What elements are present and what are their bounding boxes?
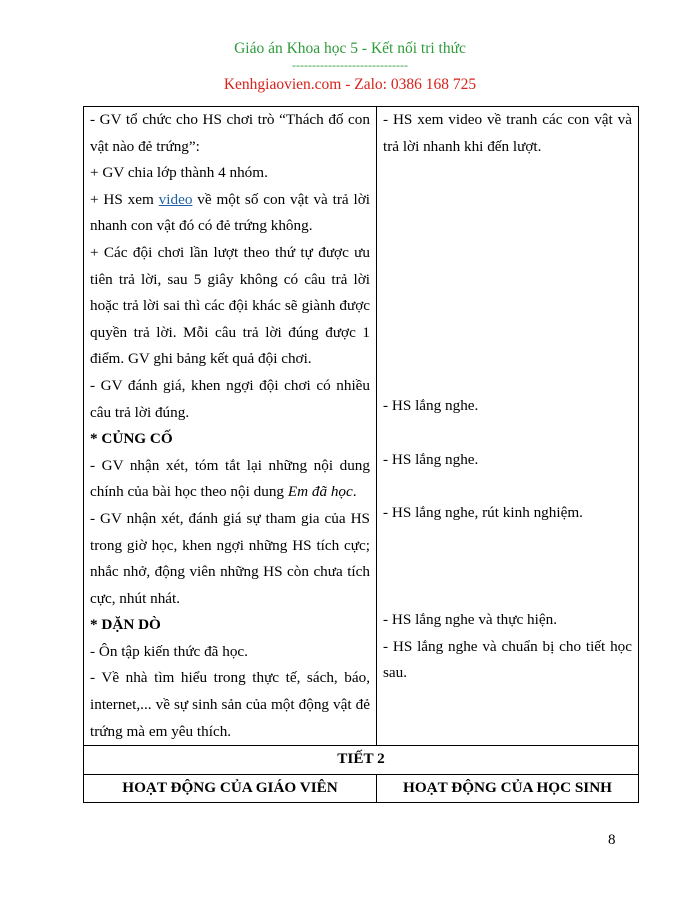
- lesson-activity-table: [83, 106, 639, 803]
- video-link[interactable]: video: [158, 190, 193, 208]
- student-response-3: - HS lắng nghe.: [383, 450, 479, 468]
- student-response-4: - HS lắng nghe, rút kinh nghiệm.: [383, 504, 583, 522]
- teacher-game-rules: + Các đội chơi lần lượt theo thứ tự được ưu tiên trả lời, sau 5 giây không có câu trả lời hoặc trả lời sai thì các đội khác sẽ giành được quyền trả lời. Mỗi câu trả lời đúng được 1 điểm. GV ghi bảng kết quả đội chơi.: [90, 243, 370, 368]
- teacher-review-task: - Ôn tập kiến thức đã học.: [90, 642, 248, 660]
- heading-cung-co: * CỦNG CỐ: [90, 430, 173, 448]
- teacher-video-instruction: + HS xem video về một số con vật và trả lời nhanh con vật đó có đẻ trứng không.: [90, 190, 370, 235]
- teacher-feedback: - GV nhận xét, đánh giá sự tham gia của HS trong giờ học, khen ngợi những HS tích cực; nhắc nhở, động viên những HS còn chưa tích cực, nhút nhát.: [90, 509, 370, 607]
- teacher-summary: - GV nhận xét, tóm tắt lại những nội dung chính của bài học theo nội dung Em đã học.: [90, 456, 370, 501]
- col-header-teacher: HOẠT ĐỘNG CỦA GIÁO VIÊN: [84, 775, 377, 803]
- heading-dan-do: * DẶN DÒ: [90, 616, 161, 634]
- section-title-tiet-2: TIẾT 2: [84, 746, 639, 775]
- column-header-row: [84, 775, 639, 803]
- student-response-6: - HS lắng nghe và chuẩn bị cho tiết học sau.: [383, 637, 632, 682]
- teacher-homework: - Về nhà tìm hiểu trong thực tế, sách, báo, internet,... về sự sinh sản của một động vật đẻ trứng mà em yêu thích.: [90, 669, 370, 740]
- section-row: [84, 746, 639, 775]
- activity-row: [84, 107, 639, 746]
- student-response-2: - HS lắng nghe.: [383, 397, 479, 415]
- page-number: 8: [608, 832, 616, 848]
- col-header-student: HOẠT ĐỘNG CỦA HỌC SINH: [377, 775, 639, 803]
- header-website: Kenhgiaovien.com - Zalo: 0386 168 725: [223, 76, 477, 93]
- student-response-1: - HS xem video về tranh các con vật và trả lời nhanh khi đến lượt.: [383, 111, 632, 155]
- header-divider: -----------------------------: [292, 58, 408, 72]
- teacher-group-split: + GV chia lớp thành 4 nhóm.: [90, 164, 268, 182]
- student-response-5: - HS lắng nghe và thực hiện.: [383, 610, 557, 628]
- teacher-game-intro: - GV tổ chức cho HS chơi trò “Thách đố con vật nào đẻ trứng”:: [90, 111, 370, 155]
- teacher-activities: [84, 107, 377, 746]
- document-header-title: Giáo án Khoa học 5 - Kết nối tri thức: [234, 40, 466, 57]
- student-activities: [377, 107, 639, 746]
- teacher-evaluation: - GV đánh giá, khen ngợi đội chơi có nhiều câu trả lời đúng.: [90, 376, 370, 421]
